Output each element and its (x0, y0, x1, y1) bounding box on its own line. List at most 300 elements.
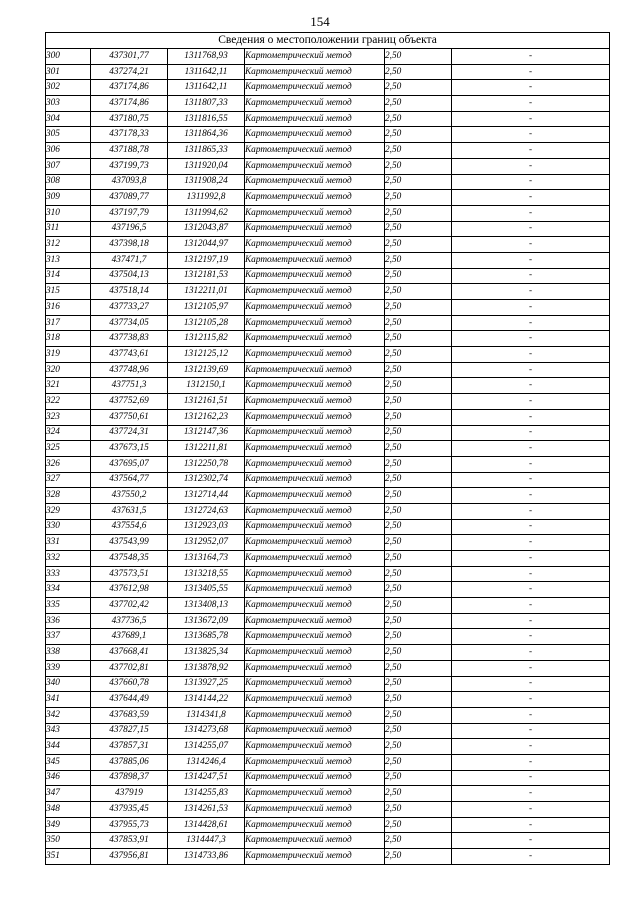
accuracy-cell: 2,50 (385, 613, 452, 629)
accuracy-cell: 2,50 (385, 284, 452, 300)
accuracy-cell: 2,50 (385, 409, 452, 425)
y-coordinate-cell: 1312125,12 (168, 347, 245, 363)
description-cell: - (452, 205, 610, 221)
table-row (46, 676, 610, 692)
x-coordinate-cell: 437898,37 (91, 770, 168, 786)
description-cell: - (452, 613, 610, 629)
table-row (46, 127, 610, 143)
accuracy-cell: 2,50 (385, 535, 452, 551)
description-cell: - (452, 833, 610, 849)
description-cell: - (452, 707, 610, 723)
method-cell: Картометрический метод (245, 488, 385, 504)
y-coordinate-cell: 1312211,01 (168, 284, 245, 300)
table-row (46, 111, 610, 127)
y-coordinate-cell: 1312139,69 (168, 362, 245, 378)
x-coordinate-cell: 437174,86 (91, 80, 168, 96)
x-coordinate-cell: 437750,61 (91, 409, 168, 425)
y-coordinate-cell: 1313164,73 (168, 551, 245, 567)
method-cell: Картометрический метод (245, 300, 385, 316)
method-cell: Картометрический метод (245, 80, 385, 96)
method-cell: Картометрический метод (245, 833, 385, 849)
description-cell: - (452, 174, 610, 190)
accuracy-cell: 2,50 (385, 723, 452, 739)
description-cell: - (452, 754, 610, 770)
accuracy-cell: 2,50 (385, 331, 452, 347)
table-row (46, 96, 610, 112)
point-number-cell: 306 (46, 143, 91, 159)
y-coordinate-cell: 1311642,11 (168, 64, 245, 80)
description-cell: - (452, 237, 610, 253)
accuracy-cell: 2,50 (385, 566, 452, 582)
x-coordinate-cell: 437736,5 (91, 613, 168, 629)
method-cell: Картометрический метод (245, 190, 385, 206)
y-coordinate-cell: 1313408,13 (168, 598, 245, 614)
method-cell: Картометрический метод (245, 252, 385, 268)
y-coordinate-cell: 1312302,74 (168, 472, 245, 488)
accuracy-cell: 2,50 (385, 221, 452, 237)
accuracy-cell: 2,50 (385, 786, 452, 802)
page-number: 154 (310, 14, 330, 29)
point-number-cell: 314 (46, 268, 91, 284)
method-cell: Картометрический метод (245, 551, 385, 567)
x-coordinate-cell: 437612,98 (91, 582, 168, 598)
x-coordinate-cell: 437188,78 (91, 143, 168, 159)
y-coordinate-cell: 1311920,04 (168, 158, 245, 174)
x-coordinate-cell: 437885,06 (91, 754, 168, 770)
table-row (46, 582, 610, 598)
method-cell: Картометрический метод (245, 425, 385, 441)
table-row (46, 252, 610, 268)
x-coordinate-cell: 437301,77 (91, 49, 168, 65)
table-row (46, 629, 610, 645)
accuracy-cell: 2,50 (385, 754, 452, 770)
accuracy-cell: 2,50 (385, 237, 452, 253)
table-row (46, 300, 610, 316)
description-cell: - (452, 849, 610, 865)
description-cell: - (452, 49, 610, 65)
table-row (46, 268, 610, 284)
table-row (46, 566, 610, 582)
description-cell: - (452, 786, 610, 802)
x-coordinate-cell: 437471,7 (91, 252, 168, 268)
table-row (46, 519, 610, 535)
method-cell: Картометрический метод (245, 362, 385, 378)
table-body (46, 49, 610, 865)
point-number-cell: 339 (46, 660, 91, 676)
accuracy-cell: 2,50 (385, 770, 452, 786)
table-row (46, 80, 610, 96)
y-coordinate-cell: 1312211,81 (168, 441, 245, 457)
x-coordinate-cell: 437398,18 (91, 237, 168, 253)
table-row (46, 645, 610, 661)
point-number-cell: 329 (46, 503, 91, 519)
y-coordinate-cell: 1312952,07 (168, 535, 245, 551)
accuracy-cell: 2,50 (385, 441, 452, 457)
x-coordinate-cell: 437853,91 (91, 833, 168, 849)
point-number-cell: 308 (46, 174, 91, 190)
description-cell: - (452, 456, 610, 472)
description-cell: - (452, 331, 610, 347)
y-coordinate-cell: 1314247,51 (168, 770, 245, 786)
table-row (46, 49, 610, 65)
x-coordinate-cell: 437548,35 (91, 551, 168, 567)
accuracy-cell: 2,50 (385, 111, 452, 127)
table-row (46, 786, 610, 802)
method-cell: Картометрический метод (245, 174, 385, 190)
point-number-cell: 320 (46, 362, 91, 378)
table-row (46, 331, 610, 347)
y-coordinate-cell: 1311908,24 (168, 174, 245, 190)
accuracy-cell: 2,50 (385, 300, 452, 316)
description-cell: - (452, 817, 610, 833)
y-coordinate-cell: 1312250,78 (168, 456, 245, 472)
description-cell: - (452, 190, 610, 206)
table-row (46, 723, 610, 739)
method-cell: Картометрический метод (245, 127, 385, 143)
point-number-cell: 344 (46, 739, 91, 755)
description-cell: - (452, 692, 610, 708)
y-coordinate-cell: 1314255,07 (168, 739, 245, 755)
y-coordinate-cell: 1311865,33 (168, 143, 245, 159)
x-coordinate-cell: 437573,51 (91, 566, 168, 582)
x-coordinate-cell: 437196,5 (91, 221, 168, 237)
point-number-cell: 322 (46, 394, 91, 410)
y-coordinate-cell: 1312923,03 (168, 519, 245, 535)
point-number-cell: 311 (46, 221, 91, 237)
y-coordinate-cell: 1311994,62 (168, 205, 245, 221)
point-number-cell: 330 (46, 519, 91, 535)
accuracy-cell: 2,50 (385, 817, 452, 833)
method-cell: Картометрический метод (245, 582, 385, 598)
method-cell: Картометрический метод (245, 158, 385, 174)
y-coordinate-cell: 1313685,78 (168, 629, 245, 645)
table-row (46, 849, 610, 865)
accuracy-cell: 2,50 (385, 707, 452, 723)
accuracy-cell: 2,50 (385, 127, 452, 143)
y-coordinate-cell: 1312105,97 (168, 300, 245, 316)
point-number-cell: 328 (46, 488, 91, 504)
method-cell: Картометрический метод (245, 378, 385, 394)
x-coordinate-cell: 437827,15 (91, 723, 168, 739)
y-coordinate-cell: 1312044,97 (168, 237, 245, 253)
x-coordinate-cell: 437554,6 (91, 519, 168, 535)
point-number-cell: 335 (46, 598, 91, 614)
point-number-cell: 333 (46, 566, 91, 582)
y-coordinate-cell: 1312150,1 (168, 378, 245, 394)
point-number-cell: 340 (46, 676, 91, 692)
x-coordinate-cell: 437738,83 (91, 331, 168, 347)
method-cell: Картометрический метод (245, 519, 385, 535)
description-cell: - (452, 739, 610, 755)
accuracy-cell: 2,50 (385, 676, 452, 692)
method-cell: Картометрический метод (245, 786, 385, 802)
method-cell: Картометрический метод (245, 676, 385, 692)
table-title-row (46, 33, 610, 49)
accuracy-cell: 2,50 (385, 96, 452, 112)
table-title: Сведения о местоположении границ объекта (46, 33, 610, 49)
x-coordinate-cell: 437724,31 (91, 425, 168, 441)
x-coordinate-cell: 437743,61 (91, 347, 168, 363)
point-number-cell: 337 (46, 629, 91, 645)
method-cell: Картометрический метод (245, 849, 385, 865)
y-coordinate-cell: 1312724,63 (168, 503, 245, 519)
y-coordinate-cell: 1312115,82 (168, 331, 245, 347)
x-coordinate-cell: 437631,5 (91, 503, 168, 519)
table-row (46, 221, 610, 237)
point-number-cell: 341 (46, 692, 91, 708)
description-cell: - (452, 362, 610, 378)
method-cell: Картометрический метод (245, 723, 385, 739)
point-number-cell: 310 (46, 205, 91, 221)
point-number-cell: 346 (46, 770, 91, 786)
y-coordinate-cell: 1314428,61 (168, 817, 245, 833)
table-row (46, 425, 610, 441)
method-cell: Картометрический метод (245, 613, 385, 629)
method-cell: Картометрический метод (245, 535, 385, 551)
accuracy-cell: 2,50 (385, 645, 452, 661)
y-coordinate-cell: 1312043,87 (168, 221, 245, 237)
point-number-cell: 303 (46, 96, 91, 112)
description-cell: - (452, 802, 610, 818)
method-cell: Картометрический метод (245, 770, 385, 786)
x-coordinate-cell: 437683,59 (91, 707, 168, 723)
description-cell: - (452, 221, 610, 237)
description-cell: - (452, 660, 610, 676)
y-coordinate-cell: 1311992,8 (168, 190, 245, 206)
table-row (46, 315, 610, 331)
point-number-cell: 316 (46, 300, 91, 316)
y-coordinate-cell: 1312162,23 (168, 409, 245, 425)
x-coordinate-cell: 437550,2 (91, 488, 168, 504)
point-number-cell: 343 (46, 723, 91, 739)
y-coordinate-cell: 1314273,68 (168, 723, 245, 739)
point-number-cell: 347 (46, 786, 91, 802)
y-coordinate-cell: 1311642,11 (168, 80, 245, 96)
method-cell: Картометрический метод (245, 143, 385, 159)
description-cell: - (452, 629, 610, 645)
y-coordinate-cell: 1314261,53 (168, 802, 245, 818)
point-number-cell: 331 (46, 535, 91, 551)
table-row (46, 613, 610, 629)
method-cell: Картометрический метод (245, 660, 385, 676)
table-row (46, 692, 610, 708)
accuracy-cell: 2,50 (385, 503, 452, 519)
method-cell: Картометрический метод (245, 629, 385, 645)
table-row (46, 833, 610, 849)
point-number-cell: 304 (46, 111, 91, 127)
point-number-cell: 318 (46, 331, 91, 347)
point-number-cell: 313 (46, 252, 91, 268)
accuracy-cell: 2,50 (385, 425, 452, 441)
point-number-cell: 319 (46, 347, 91, 363)
description-cell: - (452, 472, 610, 488)
table-row (46, 158, 610, 174)
y-coordinate-cell: 1314246,4 (168, 754, 245, 770)
point-number-cell: 336 (46, 613, 91, 629)
point-number-cell: 312 (46, 237, 91, 253)
x-coordinate-cell: 437956,81 (91, 849, 168, 865)
description-cell: - (452, 284, 610, 300)
point-number-cell: 326 (46, 456, 91, 472)
method-cell: Картометрический метод (245, 347, 385, 363)
point-number-cell: 345 (46, 754, 91, 770)
method-cell: Картометрический метод (245, 111, 385, 127)
x-coordinate-cell: 437935,45 (91, 802, 168, 818)
method-cell: Картометрический метод (245, 441, 385, 457)
point-number-cell: 324 (46, 425, 91, 441)
y-coordinate-cell: 1312181,53 (168, 268, 245, 284)
x-coordinate-cell: 437093,8 (91, 174, 168, 190)
method-cell: Картометрический метод (245, 692, 385, 708)
description-cell: - (452, 519, 610, 535)
table-row (46, 190, 610, 206)
table-row (46, 770, 610, 786)
y-coordinate-cell: 1313672,09 (168, 613, 245, 629)
method-cell: Картометрический метод (245, 472, 385, 488)
method-cell: Картометрический метод (245, 456, 385, 472)
method-cell: Картометрический метод (245, 315, 385, 331)
x-coordinate-cell: 437089,77 (91, 190, 168, 206)
point-number-cell: 300 (46, 49, 91, 65)
x-coordinate-cell: 437644,49 (91, 692, 168, 708)
y-coordinate-cell: 1311807,33 (168, 96, 245, 112)
y-coordinate-cell: 1311864,36 (168, 127, 245, 143)
x-coordinate-cell: 437857,31 (91, 739, 168, 755)
point-number-cell: 302 (46, 80, 91, 96)
accuracy-cell: 2,50 (385, 174, 452, 190)
table-row (46, 551, 610, 567)
method-cell: Картометрический метод (245, 284, 385, 300)
x-coordinate-cell: 437733,27 (91, 300, 168, 316)
accuracy-cell: 2,50 (385, 472, 452, 488)
x-coordinate-cell: 437955,73 (91, 817, 168, 833)
table-row (46, 707, 610, 723)
x-coordinate-cell: 437751,3 (91, 378, 168, 394)
table-row (46, 378, 610, 394)
description-cell: - (452, 409, 610, 425)
description-cell: - (452, 598, 610, 614)
method-cell: Картометрический метод (245, 754, 385, 770)
table-row (46, 598, 610, 614)
method-cell: Картометрический метод (245, 503, 385, 519)
y-coordinate-cell: 1312105,28 (168, 315, 245, 331)
method-cell: Картометрический метод (245, 64, 385, 80)
description-cell: - (452, 80, 610, 96)
point-number-cell: 307 (46, 158, 91, 174)
accuracy-cell: 2,50 (385, 362, 452, 378)
accuracy-cell: 2,50 (385, 378, 452, 394)
x-coordinate-cell: 437564,77 (91, 472, 168, 488)
y-coordinate-cell: 1313218,55 (168, 566, 245, 582)
x-coordinate-cell: 437702,81 (91, 660, 168, 676)
x-coordinate-cell: 437178,33 (91, 127, 168, 143)
method-cell: Картометрический метод (245, 645, 385, 661)
table-row (46, 441, 610, 457)
y-coordinate-cell: 1314733,86 (168, 849, 245, 865)
table-row (46, 754, 610, 770)
point-number-cell: 351 (46, 849, 91, 865)
accuracy-cell: 2,50 (385, 598, 452, 614)
description-cell: - (452, 143, 610, 159)
method-cell: Картометрический метод (245, 237, 385, 253)
table-row (46, 143, 610, 159)
description-cell: - (452, 770, 610, 786)
accuracy-cell: 2,50 (385, 551, 452, 567)
description-cell: - (452, 127, 610, 143)
accuracy-cell: 2,50 (385, 456, 452, 472)
x-coordinate-cell: 437199,73 (91, 158, 168, 174)
x-coordinate-cell: 437748,96 (91, 362, 168, 378)
point-number-cell: 301 (46, 64, 91, 80)
table-row (46, 284, 610, 300)
accuracy-cell: 2,50 (385, 833, 452, 849)
x-coordinate-cell: 437274,21 (91, 64, 168, 80)
x-coordinate-cell: 437180,75 (91, 111, 168, 127)
method-cell: Картометрический метод (245, 739, 385, 755)
accuracy-cell: 2,50 (385, 190, 452, 206)
x-coordinate-cell: 437695,07 (91, 456, 168, 472)
description-cell: - (452, 394, 610, 410)
point-number-cell: 350 (46, 833, 91, 849)
description-cell: - (452, 111, 610, 127)
accuracy-cell: 2,50 (385, 268, 452, 284)
method-cell: Картометрический метод (245, 817, 385, 833)
x-coordinate-cell: 437504,13 (91, 268, 168, 284)
table-row (46, 472, 610, 488)
y-coordinate-cell: 1312147,36 (168, 425, 245, 441)
y-coordinate-cell: 1312161,51 (168, 394, 245, 410)
method-cell: Картометрический метод (245, 96, 385, 112)
accuracy-cell: 2,50 (385, 143, 452, 159)
point-number-cell: 334 (46, 582, 91, 598)
y-coordinate-cell: 1312714,44 (168, 488, 245, 504)
y-coordinate-cell: 1314255,83 (168, 786, 245, 802)
y-coordinate-cell: 1312197,19 (168, 252, 245, 268)
description-cell: - (452, 378, 610, 394)
point-number-cell: 338 (46, 645, 91, 661)
x-coordinate-cell: 437734,05 (91, 315, 168, 331)
table-row (46, 456, 610, 472)
description-cell: - (452, 503, 610, 519)
accuracy-cell: 2,50 (385, 629, 452, 645)
accuracy-cell: 2,50 (385, 849, 452, 865)
point-number-cell: 349 (46, 817, 91, 833)
accuracy-cell: 2,50 (385, 582, 452, 598)
accuracy-cell: 2,50 (385, 205, 452, 221)
description-cell: - (452, 723, 610, 739)
x-coordinate-cell: 437668,41 (91, 645, 168, 661)
accuracy-cell: 2,50 (385, 660, 452, 676)
method-cell: Картометрический метод (245, 331, 385, 347)
description-cell: - (452, 551, 610, 567)
description-cell: - (452, 347, 610, 363)
point-number-cell: 309 (46, 190, 91, 206)
description-cell: - (452, 425, 610, 441)
table-row (46, 174, 610, 190)
y-coordinate-cell: 1314144,22 (168, 692, 245, 708)
table-row (46, 535, 610, 551)
accuracy-cell: 2,50 (385, 692, 452, 708)
description-cell: - (452, 315, 610, 331)
x-coordinate-cell: 437673,15 (91, 441, 168, 457)
x-coordinate-cell: 437174,86 (91, 96, 168, 112)
point-number-cell: 342 (46, 707, 91, 723)
point-number-cell: 325 (46, 441, 91, 457)
method-cell: Картометрический метод (245, 566, 385, 582)
method-cell: Картометрический метод (245, 205, 385, 221)
point-number-cell: 327 (46, 472, 91, 488)
accuracy-cell: 2,50 (385, 315, 452, 331)
